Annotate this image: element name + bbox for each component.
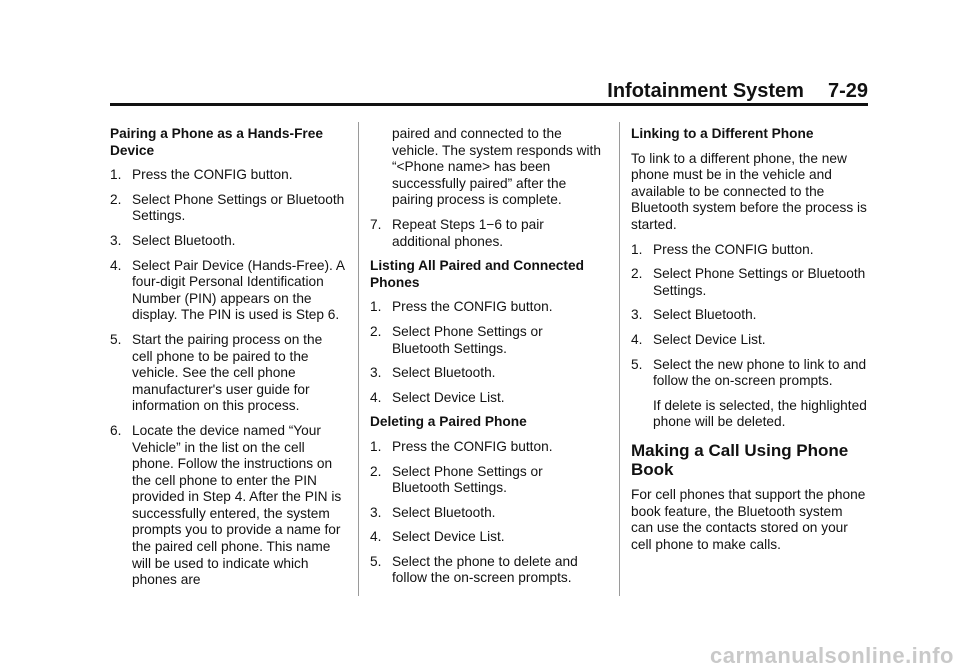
step-text: Select Phone Settings or Bluetooth Settings. <box>392 323 543 356</box>
page-header <box>110 79 868 103</box>
subheading-deleting: Deleting a Paired Phone <box>370 414 527 430</box>
step-number: 4. <box>631 331 643 347</box>
step-number: 4. <box>370 529 382 545</box>
step-text: Select Bluetooth. <box>132 232 236 248</box>
step-number: 3. <box>631 307 643 323</box>
step-text: Select the phone to delete and follow the on-screen prompts. <box>392 553 578 586</box>
step-text: Select Device List. <box>392 529 505 545</box>
step-text: Select the new phone to link to and follow the on-screen prompts. <box>653 356 867 389</box>
step-text: Select Device List. <box>392 389 505 405</box>
step-number: 7. <box>370 216 382 232</box>
step-item <box>370 554 603 587</box>
step-number: 3. <box>370 504 382 520</box>
step-text: Press the CONFIG button. <box>653 241 814 257</box>
step-text: Select Pair Device (Hands-Free). A four-digit Personal Identification Number (PIN) appears on the display. The PIN is used is Step 6. <box>132 257 345 323</box>
step-item <box>370 505 603 522</box>
column-2 <box>358 126 603 595</box>
paragraph-phone-book: For cell phones that support the phone book feature, the Bluetooth system can use the contacts stored on your cell phone to make calls. <box>631 486 866 552</box>
step-item <box>370 464 603 497</box>
step-number: 5. <box>631 356 643 372</box>
step-item <box>370 529 603 546</box>
step-item <box>631 307 867 324</box>
step-text: Select Device List. <box>653 331 766 347</box>
step-item <box>370 217 603 250</box>
step-number: 2. <box>631 266 643 282</box>
step-item <box>370 324 603 357</box>
step-item <box>110 332 345 415</box>
step-number: 3. <box>370 365 382 381</box>
subheading-linking: Linking to a Different Phone <box>631 126 814 141</box>
step-number: 1. <box>370 438 382 454</box>
step-text: Select Phone Settings or Bluetooth Settings. <box>392 463 543 496</box>
step-number: 6. <box>110 422 122 438</box>
subheading-pairing: Pairing a Phone as a Hands-Free Device <box>110 126 323 158</box>
step-number: 3. <box>110 232 122 248</box>
step-number: 2. <box>110 191 122 207</box>
step-text: Press the CONFIG button. <box>132 167 293 183</box>
step-text: Select Bluetooth. <box>392 504 496 520</box>
step-text: Start the pairing process on the cell phone to be paired to the vehicle. See the cell phone manufacturer's user guide for information on this process. <box>132 331 323 414</box>
header-rule <box>110 103 868 106</box>
step-item <box>370 365 603 382</box>
step-item <box>631 242 867 259</box>
step-item <box>110 233 345 250</box>
column-1 <box>110 126 345 597</box>
section-title: Infotainment System <box>607 80 804 102</box>
step-number: 1. <box>631 241 643 257</box>
watermark: carmanualsonline.info <box>710 643 954 668</box>
step-number: 2. <box>370 463 382 479</box>
step-text: Select Bluetooth. <box>653 307 757 323</box>
step-item <box>110 167 345 184</box>
step-number: 4. <box>370 389 382 405</box>
step-note: If delete is selected, the highlighted phone will be deleted. <box>653 397 867 430</box>
step-item <box>631 266 867 299</box>
paragraph-intro: To link to a different phone, the new phone must be in the vehicle and available to be connected to the Bluetooth system before the process is started. <box>631 150 867 232</box>
step-number: 2. <box>370 323 382 339</box>
step-number: 1. <box>110 167 122 183</box>
step-item <box>631 357 867 390</box>
step-text: Press the CONFIG button. <box>392 438 553 454</box>
step-text: Select Bluetooth. <box>392 365 496 381</box>
step-number: 5. <box>110 331 122 347</box>
step-item <box>110 423 345 589</box>
step-text: Press the CONFIG button. <box>392 299 553 315</box>
step-continuation: paired and connected to the vehicle. The system responds with “<Phone name> has been successfully paired” after the pairing process is complete. <box>392 126 601 208</box>
section-heading-phone-book: Making a Call Using Phone Book <box>631 440 849 479</box>
step-text: Select Phone Settings or Bluetooth Settings. <box>653 266 866 298</box>
column-3 <box>619 126 867 561</box>
step-text: Repeat Steps 1−6 to pair additional phones. <box>392 216 544 249</box>
step-item <box>370 439 603 456</box>
subheading-listing: Listing All Paired and Connected Phones <box>370 258 584 290</box>
step-text: Select Phone Settings or Bluetooth Settings. <box>132 191 345 224</box>
step-item <box>370 299 603 316</box>
step-item <box>370 390 603 407</box>
step-number: 4. <box>110 257 122 273</box>
step-item <box>110 192 345 225</box>
step-item <box>631 332 867 349</box>
page-number: 7-29 <box>827 80 868 102</box>
step-number: 5. <box>370 553 382 569</box>
step-item <box>110 258 345 324</box>
step-number: 1. <box>370 299 382 315</box>
step-text: Locate the device named “Your Vehicle” in the list on the cell phone. Follow the instructions on the cell phone to enter the PIN provided in Step 4. After the PIN is successfully entered, the system prompts you to provide a name for the paired cell phone. This name will be used to indicate which phones are <box>132 422 342 588</box>
